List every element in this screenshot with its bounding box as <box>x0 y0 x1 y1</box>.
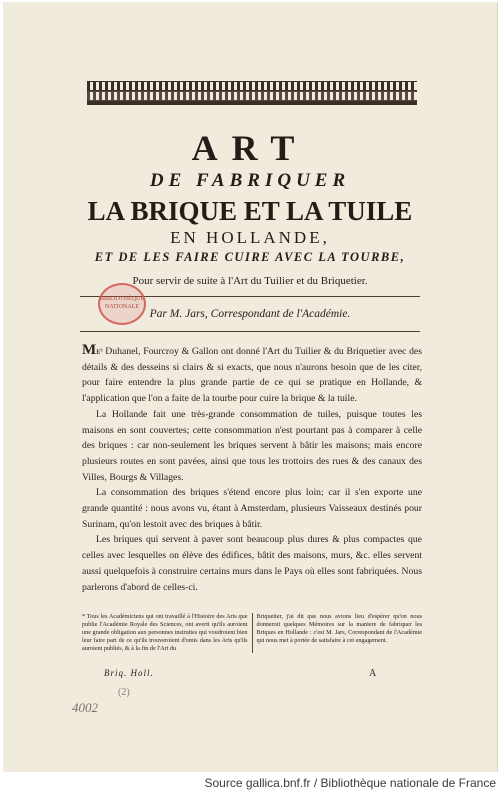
source-caption: Source gallica.bnf.fr / Bibliothèque nationale de France <box>204 776 496 790</box>
subtitle-servir: Pour servir de suite à l'Art du Tuilier et du Briquetier. <box>132 275 368 287</box>
handwritten-number: 4002 <box>72 700 98 715</box>
footnotes <box>82 613 422 653</box>
paragraph: Les briques qui servent à paver sont beaucoup plus dures & plus compactes que celles avec lesquelles on élève des édifices, bâtit des maisons, murs, &c. elles servent aussi quelquefois à construire certains murs dans le Pays où elles sont fabriquées. Nous parlerons d'abord de celles-ci. <box>82 534 422 593</box>
paragraph: La Hollande fait une très-grande consommation de tuiles, puisque toutes les maisons en sont couvertes; cette consommation n'est pourtant pas à comparer à celle des briques : car non-seulement les briques servent à bâtir les maisons; mais encore plusieurs routes en sont pavées, ainsi que tous les trottoirs des rues & des canaux des Villes, Bourgs & Villages. <box>82 408 422 483</box>
paragraph <box>82 343 422 407</box>
drop-cap: M <box>82 342 97 358</box>
author-line: Par M. Jars, Correspondant de l'Académie. <box>149 308 351 320</box>
title-art: ART <box>191 128 309 168</box>
paragraph-text: ᴇˢ Duhanel, Fourcroy & Gallon ont donné l'Art du Tuilier & du Briquetier avec des détails & des desseins si clairs & si exacts, que nous n'aurons besoin que de les citer, pour faire entendre la plus grande partie de ce qui se pratique en Hollande, & l'application que l'on a faite de la tourbe pour cuire la brique & la tuile. <box>82 346 422 405</box>
header-ornament <box>87 81 417 91</box>
title-brique-tuile: LA BRIQUE ET LA TUILE <box>87 196 413 226</box>
author-rule <box>80 331 420 332</box>
paragraph: La consommation des briques s'étend encore plus loin; car il s'en exporte une grande quantité : nous avons vu, étant à Amsterdam, plusieurs Vaisseaux destinés pour Surinam, qu'on lestoit avec des briques à bâtir. <box>82 487 422 530</box>
footnote-right: Briquetier, j'ai dit que nous avions lieu d'espérer qu'on nous donneroit quelques Mémoires sur la maniere de fabriquer les Briques en Hollande : c'est M. Jars, Correspondant de l'Académie qui nous met à portée de satisfaire à cet engagement. <box>256 613 422 644</box>
title-cuire: ET DE LES FAIRE CUIRE AVEC LA TOURBE, <box>94 250 406 264</box>
footnote-left: * Tous les Académiciens qui ont travaillé à l'Histoire des Arts que publie l'Académie Royale des Sciences, ont averti qu'ils auroient une grande obligation aux personnes instruites qui voudroient bien leur faire part de ce qu'ils trouveroient d'omis dans les Arts qu'ils auroient publiés, & à la fin de l'Art du <box>82 613 248 652</box>
footnote-divider <box>252 613 253 653</box>
stamp-text: BIBLIOTHÈQUE NATIONALE <box>100 296 144 310</box>
title-hollande: EN HOLLANDE, <box>170 228 330 247</box>
body-text <box>82 343 422 595</box>
header-ornament-bar <box>87 101 417 105</box>
signature-letter: A <box>369 668 377 679</box>
handwritten-note: (2) <box>118 687 130 698</box>
title-de-fabriquer: DE FABRIQUER <box>149 170 351 191</box>
signature-mark: Briq. Holl. <box>104 668 154 678</box>
header-ornament <box>87 91 417 101</box>
